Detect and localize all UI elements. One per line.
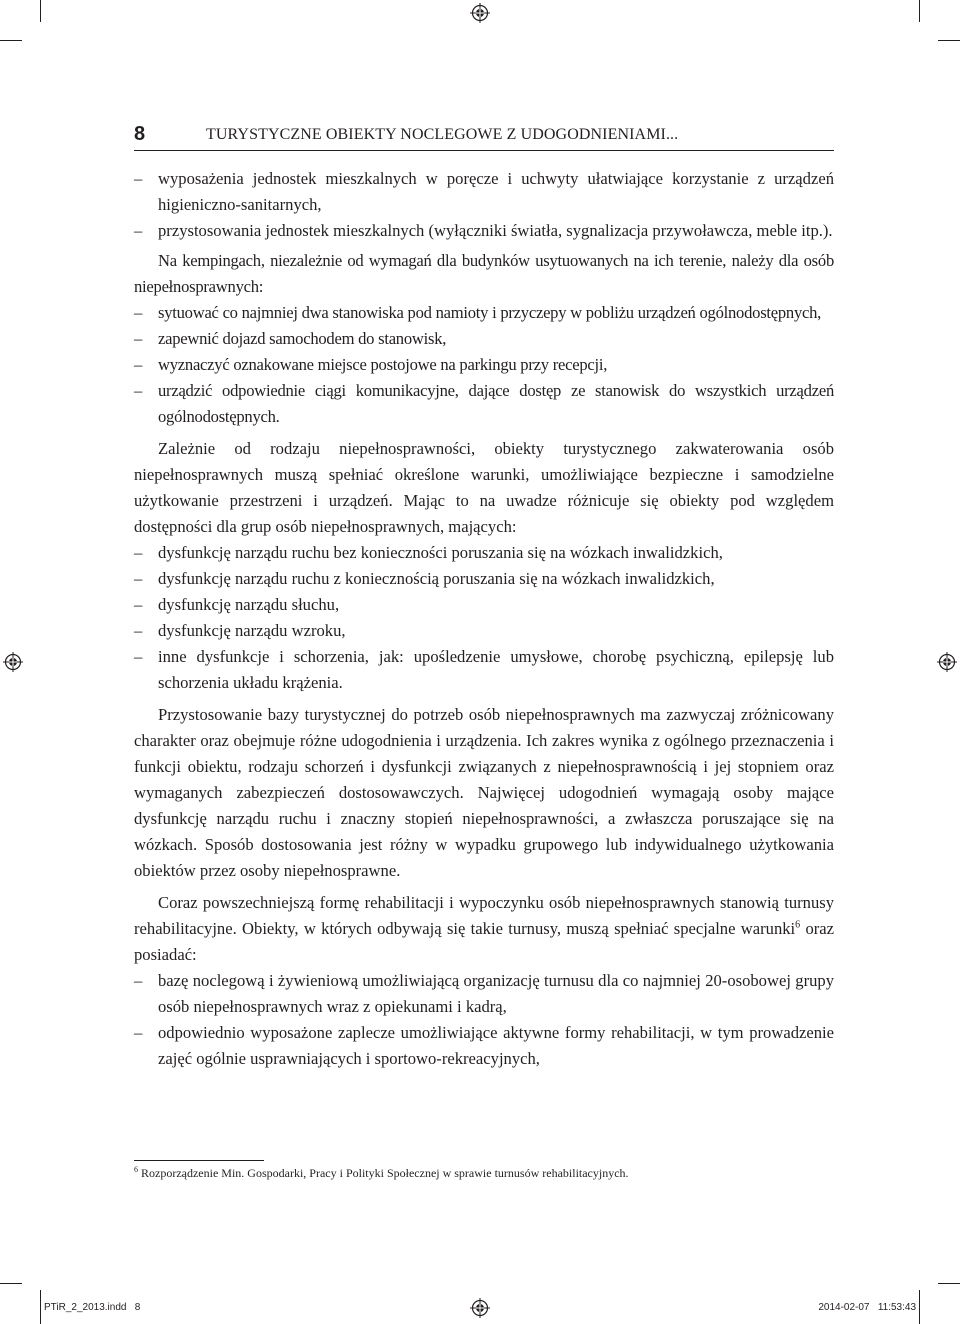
list-item-text: dysfunkcję narządu ruchu bez konieczności poruszania się na wózkach inwalidzkich, — [158, 543, 723, 562]
list-item — [134, 644, 834, 696]
list-item — [134, 352, 834, 378]
paragraph — [134, 890, 834, 968]
list-dash: – — [134, 329, 143, 348]
footnote-rule — [134, 1160, 264, 1161]
crop-mark — [919, 1290, 920, 1324]
slug-timestamp: 2014-02-07 11:53:43 — [818, 1302, 916, 1313]
list-item-text: dysfunkcję narządu wzroku, — [158, 621, 346, 640]
list-dash: – — [134, 595, 143, 614]
list-dash: – — [134, 971, 143, 990]
list-item-text: przystosowania jednostek mieszkalnych (wyłączniki światła, sygnalizacja przywoławcza, meble itp.). — [158, 221, 833, 240]
running-title: TURYSTYCZNE OBIEKTY NOCLEGOWE Z UDOGODNIENIAMI... — [206, 126, 679, 143]
header-rule — [134, 150, 834, 151]
crop-mark — [938, 1283, 960, 1284]
list-item-text: odpowiednio wyposażone zaplecze umożliwiające aktywne formy rehabilitacji, w tym prowadzenie zajęć ogólnie usprawniających i sportowo-rekreacyjnych, — [158, 1023, 834, 1068]
list-dash: – — [134, 543, 143, 562]
registration-mark-icon — [937, 652, 957, 672]
list-item — [134, 566, 834, 592]
list-item-text: bazę noclegową i żywieniową umożliwiającą organizację turnusu dla co najmniej 20-osobowej grupy osób niepełnosprawnych wraz z opiekunami i kadrą, — [158, 971, 834, 1016]
footnote-number: 6 — [134, 1165, 138, 1174]
list-dash: – — [134, 569, 143, 588]
list-dash: – — [134, 169, 143, 188]
list-dash: – — [134, 381, 143, 400]
list-dash: – — [134, 647, 143, 666]
footnote-text: Rozporządzenie Min. Gospodarki, Pracy i Polityki Społecznej w sprawie turnusów rehabilitacyjnych. — [141, 1166, 629, 1180]
list-dash: – — [134, 221, 143, 240]
list-item — [134, 1020, 834, 1072]
crop-mark — [0, 1283, 22, 1284]
list-dash: – — [134, 355, 143, 374]
registration-mark-icon — [470, 1298, 490, 1318]
registration-mark-icon — [470, 3, 490, 23]
list-item — [134, 326, 834, 352]
list-item — [134, 300, 834, 326]
paragraph-text: Coraz powszechniejszą formę rehabilitacji i wypoczynku osób niepełnosprawnych stanowią turnusy rehabilitacyjne. Obiekty, w których odbywają się takie turnusy, muszą spełniać specjalne warunki — [134, 893, 834, 938]
paragraph-text: oraz posiadać: — [134, 919, 835, 964]
list-item-text: wyznaczyć oznakowane miejsce postojowe na parkingu przy recepcji, — [158, 355, 608, 374]
registration-mark-icon — [3, 652, 23, 672]
crop-mark — [40, 1290, 41, 1324]
page-header — [134, 120, 834, 148]
list-dash: – — [134, 621, 143, 640]
list-item-text: urządzić odpowiednie ciągi komunikacyjne, dające dostęp ze stanowisk do wszystkich urządzeń ogólnodostępnych. — [158, 381, 834, 426]
footnote — [134, 1164, 834, 1182]
list-dash: – — [134, 303, 143, 322]
page-number: 8 — [134, 123, 146, 145]
list-item-text: wyposażenia jednostek mieszkalnych w poręcze i uchwyty ułatwiające korzystanie z urządzeń higieniczno-sanitarnych, — [158, 169, 834, 214]
list-item-text: inne dysfunkcje i schorzenia, jak: upośledzenie umysłowe, chorobę psychiczną, epilepsję lub schorzenia układu krążenia. — [158, 647, 834, 692]
crop-mark — [919, 0, 920, 22]
list-item-text: dysfunkcję narządu ruchu z koniecznością poruszania się na wózkach inwalidzkich, — [158, 569, 715, 588]
list-item — [134, 166, 834, 218]
paragraph: Na kempingach, niezależnie od wymagań dla budynków usytuowanych na ich terenie, należy dla osób niepełnosprawnych: — [134, 251, 834, 296]
footnote-reference: 6 — [795, 919, 801, 931]
paragraph: Przystosowanie bazy turystycznej do potrzeb osób niepełnosprawnych ma zazwyczaj zróżnicowany charakter oraz obejmuje różne udogodnienia i urządzenia. Ich zakres wynika z ogólnego przeznaczenia i funkcji obiektu, rodzaju schorzeń i dysfunkcji związanych z niepełnosprawnością i jej stopniem oraz wymaganych zabezpieczeń dostosowawczych. Najwięcej udogodnień wymagają osoby mające dysfunkcję narządu ruchu i znaczny stopień niepełnosprawności, a zwłaszcza poruszające się na wózkach. Sposób dostosowania jest różny w wypadku grupowego lub indywidualnego użytkowania obiektów przez osoby niepełnosprawne. — [134, 705, 834, 880]
list-item — [134, 218, 834, 244]
list-item — [134, 378, 834, 430]
list-item — [134, 592, 834, 618]
list-item-text: sytuować co najmniej dwa stanowiska pod namioty i przyczepy w pobliżu urządzeń ogólnodostępnych, — [158, 303, 822, 322]
list-dash: – — [134, 1023, 143, 1042]
crop-mark — [938, 40, 960, 41]
body-text — [134, 166, 834, 1072]
list-item — [134, 540, 834, 566]
list-item-text: zapewnić dojazd samochodem do stanowisk, — [158, 329, 447, 348]
crop-mark — [0, 40, 22, 41]
list-item — [134, 618, 834, 644]
slug-filename: PTiR_2_2013.indd 8 — [44, 1302, 141, 1313]
paragraph: Zależnie od rodzaju niepełnosprawności, obiekty turystycznego zakwaterowania osób niepełnosprawnych muszą spełniać określone warunki, umożliwiające bezpieczne i samodzielne użytkowanie przestrzeni i urządzeń. Mając to na uwadze różnicuje się obiekty pod względem dostępności dla grup osób niepełnosprawnych, mających: — [134, 439, 834, 536]
crop-mark — [40, 0, 41, 22]
list-item — [134, 968, 834, 1020]
list-item-text: dysfunkcję narządu słuchu, — [158, 595, 340, 614]
